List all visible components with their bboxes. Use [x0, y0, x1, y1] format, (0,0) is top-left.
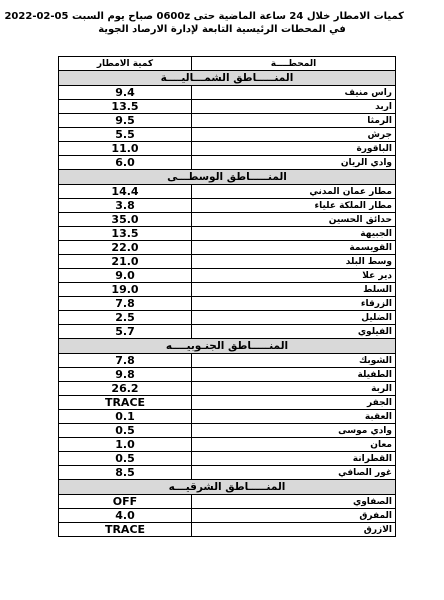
station-name: غور الصافي [192, 466, 396, 480]
station-name: حدائق الحسين [192, 213, 396, 227]
station-name: الشوبك [192, 354, 396, 368]
table-row [59, 114, 396, 128]
table-row [59, 128, 396, 142]
rainfall-amount: 7.8 [59, 297, 192, 311]
rainfall-amount: 8.5 [59, 466, 192, 480]
rainfall-amount: 22.0 [59, 241, 192, 255]
station-name: السلط [192, 283, 396, 297]
station-name: الزرقاء [192, 297, 396, 311]
table-row [59, 156, 396, 170]
station-name: القويسمة [192, 241, 396, 255]
header-amount: كمية الامطار [59, 57, 192, 71]
table-row [59, 368, 396, 382]
rainfall-amount: TRACE [59, 523, 192, 537]
region-header-row [59, 339, 396, 354]
table-row [59, 396, 396, 410]
rainfall-amount: 9.5 [59, 114, 192, 128]
table-row [59, 269, 396, 283]
rainfall-amount: 3.8 [59, 199, 192, 213]
region-name: المنـــــاطق الشمـــاليــــة [59, 71, 396, 86]
table-row [59, 452, 396, 466]
region-header-row [59, 170, 396, 185]
station-name: القطرانة [192, 452, 396, 466]
rainfall-amount: 13.5 [59, 100, 192, 114]
rainfall-amount: 19.0 [59, 283, 192, 297]
table-row [59, 213, 396, 227]
table-row [59, 509, 396, 523]
station-name: راس منيف [192, 86, 396, 100]
rainfall-amount: 0.5 [59, 452, 192, 466]
rainfall-amount: 9.8 [59, 368, 192, 382]
table-row [59, 523, 396, 537]
table-row [59, 100, 396, 114]
table-row [59, 438, 396, 452]
rainfall-amount: 4.0 [59, 509, 192, 523]
rainfall-amount: 26.2 [59, 382, 192, 396]
table-row [59, 466, 396, 480]
table-row [59, 86, 396, 100]
header-station: المحطــــة [192, 57, 396, 71]
report-title [4, 10, 404, 36]
station-name: الضليل [192, 311, 396, 325]
station-name: الرمثا [192, 114, 396, 128]
table-row [59, 354, 396, 368]
station-name: مطار عمان المدني [192, 185, 396, 199]
table-row [59, 142, 396, 156]
region-name: المنـــــاطق الشرقيـــه [59, 480, 396, 495]
table-row [59, 382, 396, 396]
station-name: وسط البلد [192, 255, 396, 269]
table-row [59, 255, 396, 269]
table-row [59, 199, 396, 213]
region-header-row [59, 71, 396, 86]
rainfall-amount: 9.4 [59, 86, 192, 100]
station-name: وادي الريان [192, 156, 396, 170]
station-name: الفيلوي [192, 325, 396, 339]
rainfall-table-body [59, 57, 396, 537]
rainfall-amount: 35.0 [59, 213, 192, 227]
station-name: جرش [192, 128, 396, 142]
station-name: دير علا [192, 269, 396, 283]
title-line-2: في المحطات الرئيسية التابعة لإدارة الارصاد الجوية [98, 24, 346, 35]
rainfall-amount: 7.8 [59, 354, 192, 368]
table-row [59, 424, 396, 438]
rainfall-amount: 2.5 [59, 311, 192, 325]
table-row [59, 227, 396, 241]
region-name: المنـــــاطق الوسطـــى [59, 170, 396, 185]
table-row [59, 283, 396, 297]
table-header-row [59, 57, 396, 71]
rainfall-amount: 11.0 [59, 142, 192, 156]
region-header-row [59, 480, 396, 495]
station-name: العقبة [192, 410, 396, 424]
table-row [59, 185, 396, 199]
rainfall-amount: 13.5 [59, 227, 192, 241]
rainfall-amount: 14.4 [59, 185, 192, 199]
rainfall-amount: 0.1 [59, 410, 192, 424]
station-name: الصفاوي [192, 495, 396, 509]
station-name: الجبيهة [192, 227, 396, 241]
station-name: معان [192, 438, 396, 452]
region-name: المنـــــاطق الجنـوبيــــه [59, 339, 396, 354]
rainfall-amount: 6.0 [59, 156, 192, 170]
station-name: الباقورة [192, 142, 396, 156]
rainfall-amount: TRACE [59, 396, 192, 410]
station-name: مطار الملكة علياء [192, 199, 396, 213]
station-name: وادي موسى [192, 424, 396, 438]
table-row [59, 495, 396, 509]
table-row [59, 241, 396, 255]
rainfall-table [58, 56, 396, 537]
station-name: المفرق [192, 509, 396, 523]
table-row [59, 311, 396, 325]
rainfall-amount: 0.5 [59, 424, 192, 438]
rainfall-amount: OFF [59, 495, 192, 509]
table-row [59, 410, 396, 424]
table-row [59, 325, 396, 339]
table-row [59, 297, 396, 311]
station-name: اربد [192, 100, 396, 114]
rainfall-amount: 9.0 [59, 269, 192, 283]
station-name: الجفر [192, 396, 396, 410]
rainfall-amount: 21.0 [59, 255, 192, 269]
rainfall-amount: 5.7 [59, 325, 192, 339]
rainfall-amount: 1.0 [59, 438, 192, 452]
station-name: الطفيلة [192, 368, 396, 382]
station-name: الازرق [192, 523, 396, 537]
station-name: الربة [192, 382, 396, 396]
rainfall-amount: 5.5 [59, 128, 192, 142]
title-line-1: كميات الامطار خلال 24 ساعة الماضية حتى 0600z صباح يوم السبت 05-02-2022 [4, 11, 404, 22]
